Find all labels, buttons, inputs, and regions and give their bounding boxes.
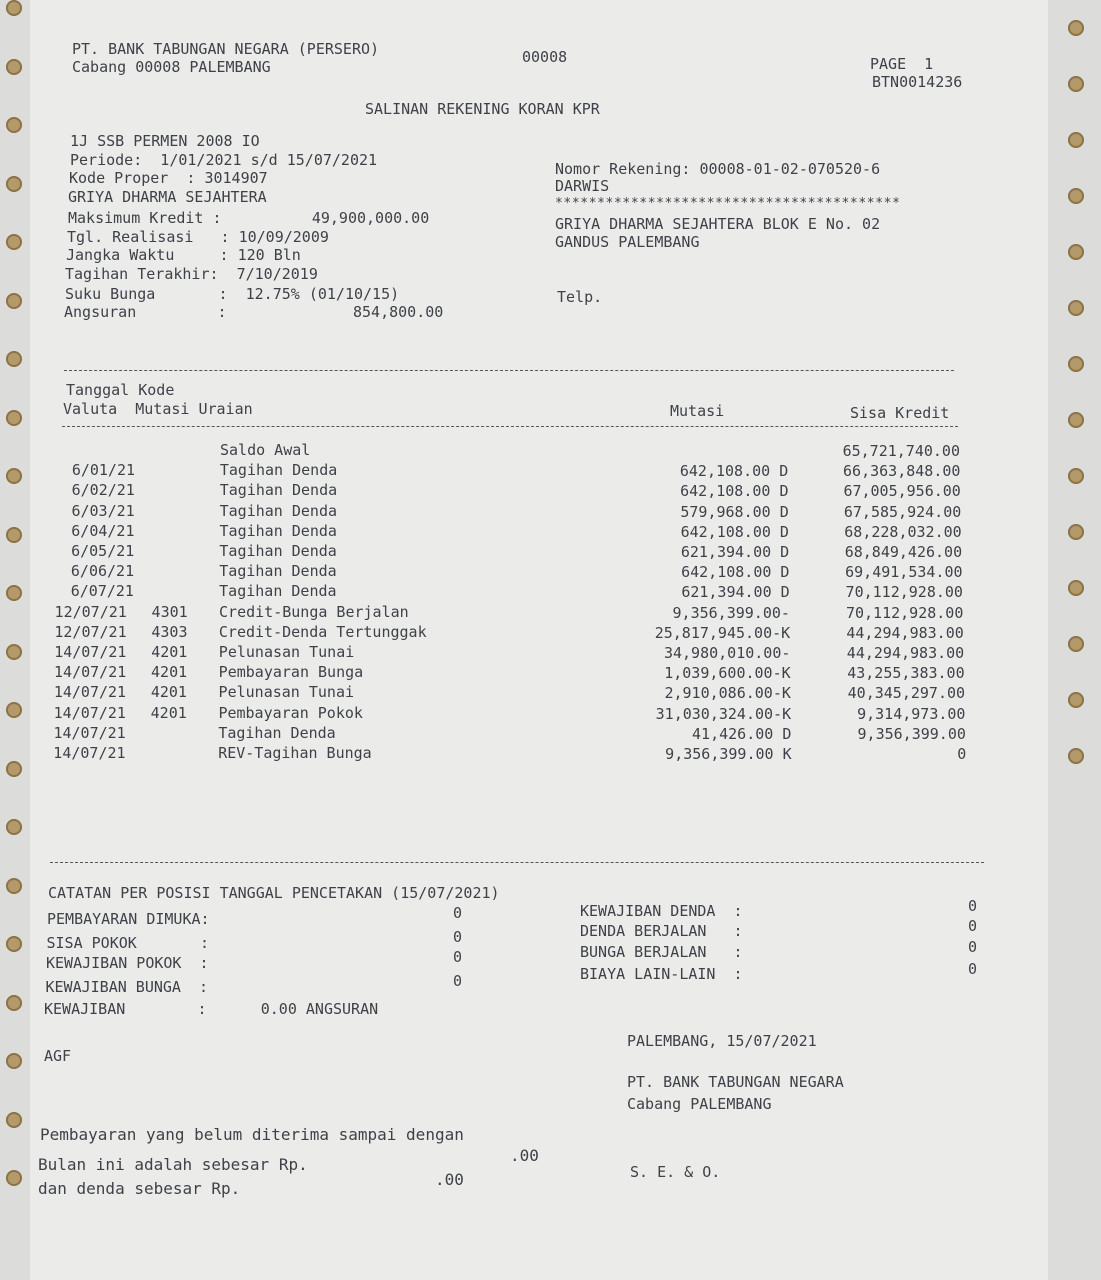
row-date: 14/07/21	[54, 643, 127, 661]
branch-name: Cabang 00008 PALEMBANG	[72, 58, 271, 76]
row-mutasi: 2,910,086.00-K	[664, 684, 791, 703]
row-date: 14/07/21	[53, 683, 127, 702]
statement-page	[30, 0, 1048, 1280]
row-sisa-kredit: 0	[957, 745, 967, 763]
note-label: KEWAJIBAN BUNGA :	[45, 978, 209, 996]
page-number: PAGE 1	[870, 55, 934, 73]
row-sisa-kredit: 68,228,032.00	[844, 522, 962, 541]
notes-title: CATATAN PER POSISI TANGGAL PENCETAKAN (15/07/2021)	[48, 884, 500, 902]
row-mutasi: 9,356,399.00-	[672, 603, 790, 622]
note-label: SISA POKOK :	[46, 934, 210, 952]
row-sisa-kredit: 70,112,928.00	[845, 603, 964, 622]
row-sisa-kredit: 70,112,928.00	[845, 583, 963, 602]
sprocket-hole-icon	[1068, 300, 1084, 316]
row-uraian: REV-Tagihan Bunga	[218, 744, 372, 762]
sprocket-hole-icon	[6, 293, 22, 309]
row-uraian: Credit-Bunga Berjalan	[219, 602, 409, 621]
sprocket-hole-icon	[6, 410, 22, 426]
row-sisa-kredit: 9,356,399.00	[857, 724, 966, 743]
info-line: Angsuran : 854,800.00	[64, 303, 444, 321]
note-label: KEWAJIBAN POKOK :	[46, 954, 209, 972]
row-sisa-kredit: 69,491,534.00	[845, 563, 963, 582]
row-sisa-kredit: 43,255,383.00	[847, 664, 965, 683]
row-date: 6/07/21	[70, 582, 134, 601]
note-value: 0	[968, 960, 978, 978]
telephone-label: Telp.	[557, 288, 603, 306]
sprocket-hole-icon	[6, 527, 22, 543]
row-uraian: Credit-Denda Tertunggak	[218, 622, 427, 641]
sprocket-hole-icon	[6, 819, 22, 835]
sprocket-hole-icon	[6, 1053, 22, 1069]
sprocket-hole-icon	[6, 176, 22, 192]
signature-bank: PT. BANK TABUNGAN NEGARA	[627, 1073, 844, 1091]
kewajiban-angsuran: KEWAJIBAN : 0.00 ANGSURAN	[44, 1000, 379, 1018]
place-date: PALEMBANG, 15/07/2021	[627, 1032, 817, 1050]
row-mutasi: 25,817,945.00-K	[654, 623, 791, 642]
info-line: Periode: 1/01/2021 s/d 15/07/2021	[70, 151, 378, 169]
row-date: 14/07/21	[54, 663, 127, 682]
row-uraian: Pembayaran Bunga	[218, 663, 364, 682]
row-mutasi: 1,039,600.00-K	[664, 664, 791, 683]
row-uraian: Pelunasan Tunai	[218, 643, 355, 661]
info-line: Kode Proper : 3014907	[69, 169, 268, 187]
address-line-2: GANDUS PALEMBANG	[555, 233, 700, 251]
info-line: Jangka Waktu : 120 Bln	[66, 246, 301, 264]
row-uraian: Pembayaran Pokok	[218, 703, 363, 722]
sprocket-hole-icon	[6, 234, 22, 250]
row-date: 14/07/21	[53, 744, 126, 762]
col-header-tanggal-kode: Tanggal Kode	[66, 381, 175, 399]
signature-branch: Cabang PALEMBANG	[627, 1095, 772, 1113]
address-line-1: GRIYA DHARMA SEJAHTERA BLOK E No. 02	[555, 215, 881, 233]
note-value: 0	[968, 897, 978, 915]
sprocket-hole-icon	[6, 468, 22, 484]
sprocket-hole-icon	[1068, 76, 1084, 92]
sprocket-hole-icon	[1068, 580, 1084, 596]
info-line: Tagihan Terakhir: 7/10/2019	[65, 265, 318, 283]
row-mutasi: 642,108.00 D	[681, 563, 790, 582]
row-uraian: Tagihan Denda	[219, 521, 337, 540]
sprocket-hole-icon	[6, 702, 22, 718]
col-header-mutasi: Mutasi	[670, 402, 725, 420]
info-line: GRIYA DHARMA SEJAHTERA	[68, 188, 267, 206]
note-label: DENDA BERJALAN :	[580, 922, 743, 940]
row-mutasi: 31,030,324.00-K	[655, 704, 792, 723]
note-label: PEMBAYARAN DIMUKA:	[47, 910, 210, 928]
row-sisa-kredit: 44,294,983.00	[846, 623, 964, 642]
row-date: 6/01/21	[71, 461, 136, 480]
row-uraian: Tagihan Denda	[219, 542, 337, 560]
row-mutasi: 621,394.00 D	[681, 583, 790, 602]
bank-name: PT. BANK TABUNGAN NEGARA (PERSERO)	[72, 40, 380, 58]
note-value: 0	[968, 917, 978, 935]
col-header-sisa-kredit: Sisa Kredit	[850, 404, 950, 422]
customer-name: DARWIS	[555, 177, 610, 195]
sprocket-hole-icon	[6, 936, 22, 952]
note-value: 0	[453, 904, 463, 922]
row-mutasi: 41,426.00 D	[692, 724, 792, 743]
separator-stars: *****************************************	[555, 196, 901, 211]
row-date: 12/07/21	[54, 602, 127, 621]
sprocket-hole-icon	[6, 1170, 22, 1186]
row-mutasi: 642,108.00 D	[679, 462, 789, 481]
row-mutasi: 34,980,010.00-	[663, 644, 791, 662]
row-uraian: Tagihan Denda	[219, 461, 338, 480]
outstanding-amount: .00	[510, 1146, 539, 1165]
account-number: Nomor Rekening: 00008-01-02-070520-6	[555, 160, 881, 178]
sprocket-hole-icon	[6, 59, 22, 75]
row-uraian: Tagihan Denda	[219, 501, 338, 520]
divider-bottom	[50, 862, 984, 863]
row-mutasi: 9,356,399.00 K	[665, 745, 792, 763]
col-header-valuta-uraian: Valuta Mutasi Uraian	[63, 400, 253, 418]
row-date: 14/07/21	[53, 703, 126, 722]
sprocket-hole-icon	[1068, 356, 1084, 372]
note-label: BIAYA LAIN-LAIN :	[580, 965, 743, 983]
outstanding-note-line-2: Bulan ini adalah sebesar Rp.	[38, 1155, 308, 1174]
row-uraian: Tagihan Denda	[218, 723, 336, 742]
sprocket-hole-icon	[1068, 636, 1084, 652]
row-date: 6/04/21	[71, 521, 135, 540]
sprocket-hole-icon	[6, 351, 22, 367]
row-kode: 4201	[150, 703, 187, 722]
sprocket-hole-icon	[6, 644, 22, 660]
row-sisa-kredit: 44,294,983.00	[846, 644, 965, 662]
row-uraian: Pelunasan Tunai	[218, 683, 355, 702]
row-sisa-kredit: 65,721,740.00	[842, 442, 960, 460]
sprocket-hole-icon	[1068, 468, 1084, 484]
divider-top	[64, 370, 954, 371]
document-id: BTN0014236	[872, 73, 963, 91]
divider-header	[62, 426, 958, 427]
sprocket-hole-icon	[1068, 188, 1084, 204]
info-line: Tgl. Realisasi : 10/09/2009	[67, 228, 329, 246]
branch-code: 00008	[522, 48, 568, 66]
row-date: 6/03/21	[71, 501, 135, 520]
sprocket-hole-icon	[6, 995, 22, 1011]
row-sisa-kredit: 67,585,924.00	[843, 502, 962, 521]
note-value: 0	[453, 948, 463, 966]
sprocket-hole-icon	[1068, 524, 1084, 540]
document-title: SALINAN REKENING KORAN KPR	[365, 100, 600, 118]
sprocket-hole-icon	[1068, 692, 1084, 708]
row-mutasi: 579,968.00 D	[680, 502, 789, 521]
row-mutasi: 621,394.00 D	[680, 543, 790, 561]
sprocket-hole-icon	[1068, 412, 1084, 428]
row-sisa-kredit: 66,363,848.00	[843, 462, 961, 481]
info-line: 1J SSB PERMEN 2008 IO	[70, 132, 260, 150]
row-uraian: Tagihan Denda	[219, 481, 338, 500]
info-line: Suku Bunga : 12.75% (01/10/15)	[65, 285, 400, 303]
row-uraian: Tagihan Denda	[219, 582, 337, 601]
sprocket-hole-icon	[6, 761, 22, 777]
note-value: 0	[968, 938, 978, 956]
sprocket-hole-icon	[1068, 132, 1084, 148]
sprocket-hole-icon	[6, 117, 22, 133]
info-line: Maksimum Kredit : 49,900,000.00	[68, 209, 430, 227]
sprocket-hole-icon	[6, 1112, 22, 1128]
row-date: 6/06/21	[70, 562, 135, 581]
row-kode: 4201	[150, 683, 187, 702]
row-kode: 4303	[151, 622, 188, 641]
row-sisa-kredit: 9,314,973.00	[857, 704, 966, 723]
row-sisa-kredit: 40,345,297.00	[847, 684, 966, 703]
outstanding-note-line-3: dan denda sebesar Rp.	[38, 1179, 241, 1198]
row-mutasi: 642,108.00 D	[680, 522, 789, 541]
errors-omissions: S. E. & O.	[630, 1163, 721, 1181]
sprocket-hole-icon	[6, 585, 22, 601]
note-value: 0	[453, 928, 463, 946]
outstanding-note-line-1: Pembayaran yang belum diterima sampai dengan	[40, 1125, 464, 1144]
tractor-strip-left	[0, 0, 30, 1280]
sprocket-hole-icon	[1068, 20, 1084, 36]
row-uraian: Tagihan Denda	[219, 562, 337, 581]
agf-code: AGF	[44, 1047, 72, 1065]
row-uraian: Saldo Awal	[220, 441, 311, 459]
row-kode: 4201	[151, 643, 188, 661]
penalty-amount: .00	[435, 1170, 464, 1189]
note-value: 0	[453, 972, 463, 990]
sprocket-hole-icon	[1068, 748, 1084, 764]
row-mutasi: 642,108.00 D	[680, 482, 789, 501]
row-date: 6/05/21	[71, 542, 135, 560]
row-kode: 4301	[151, 602, 188, 621]
row-kode: 4201	[151, 663, 188, 682]
sprocket-hole-icon	[6, 0, 22, 16]
row-date: 6/02/21	[71, 481, 135, 500]
row-sisa-kredit: 68,849,426.00	[844, 543, 963, 561]
row-sisa-kredit: 67,005,956.00	[843, 482, 961, 501]
sprocket-hole-icon	[1068, 244, 1084, 260]
row-date: 12/07/21	[54, 622, 127, 641]
sprocket-hole-icon	[6, 878, 22, 894]
note-label: KEWAJIBAN DENDA :	[580, 902, 743, 920]
row-date: 14/07/21	[53, 723, 126, 742]
note-label: BUNGA BERJALAN :	[580, 943, 743, 961]
